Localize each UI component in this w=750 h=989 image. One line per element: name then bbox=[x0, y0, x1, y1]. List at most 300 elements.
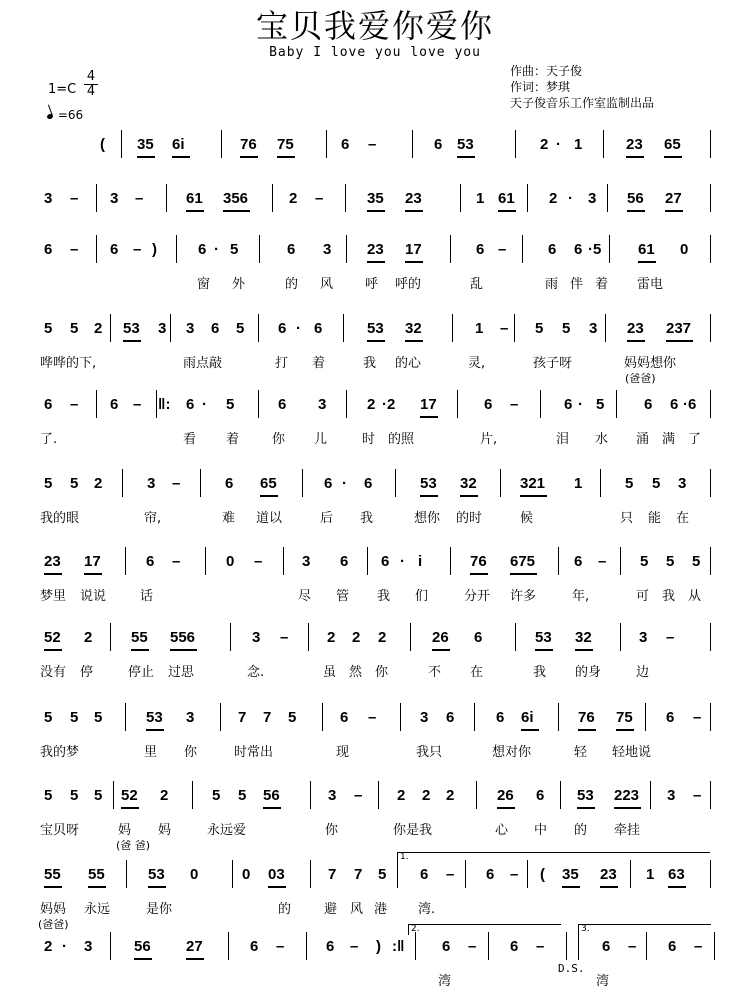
lyric-text: 时常出 bbox=[234, 745, 274, 760]
lyric-text: 轻 bbox=[574, 745, 588, 760]
note-group: – bbox=[510, 396, 519, 413]
tempo-marking bbox=[47, 108, 83, 122]
note-group: 6 bbox=[548, 241, 557, 258]
lyric-text: 时 bbox=[362, 432, 376, 447]
note-group: – bbox=[133, 396, 142, 413]
lyric-text: 尽 bbox=[298, 589, 312, 604]
note-group: 6 bbox=[442, 938, 451, 955]
lyric-text: 想对你 bbox=[492, 745, 532, 760]
lyric-text: 在 bbox=[676, 511, 690, 526]
note-group: 5 bbox=[236, 320, 245, 337]
note-group: 6 bbox=[666, 709, 675, 726]
notation-line bbox=[0, 701, 750, 731]
barline bbox=[166, 184, 167, 212]
beam-underline bbox=[627, 210, 645, 212]
note-group: 6 bbox=[278, 396, 287, 413]
lyric-text: 的时 bbox=[456, 511, 483, 526]
note-group: – bbox=[133, 241, 142, 258]
beam-underline bbox=[665, 210, 683, 212]
barline bbox=[457, 390, 458, 418]
barline bbox=[220, 703, 221, 731]
note-group: 237 bbox=[666, 320, 692, 337]
lyrics-line bbox=[0, 661, 750, 679]
barline bbox=[476, 781, 477, 809]
lyric-text: 说说 bbox=[80, 589, 107, 604]
lyric-text: 停止 bbox=[128, 665, 155, 680]
alt-lyric: (爸 爸) bbox=[116, 839, 151, 852]
note-group: 5 bbox=[44, 320, 53, 337]
alt-lyric: (爸爸) bbox=[38, 918, 69, 931]
barline bbox=[560, 781, 561, 809]
beam-underline bbox=[638, 261, 656, 263]
lyric-text: 道以 bbox=[256, 511, 283, 526]
note-group: 6 bbox=[250, 938, 259, 955]
barline bbox=[515, 623, 516, 651]
lyric-text: 避 bbox=[324, 902, 338, 917]
note-group: – bbox=[500, 320, 509, 337]
lyric-text: 停 bbox=[80, 665, 94, 680]
beam-underline bbox=[367, 261, 385, 263]
lyric-text: 心 bbox=[495, 823, 509, 838]
barline bbox=[645, 703, 646, 731]
quarter-note-icon bbox=[46, 113, 53, 120]
lyrics-line bbox=[0, 507, 750, 525]
beam-underline bbox=[405, 261, 423, 263]
lyric-text: 后 bbox=[320, 511, 334, 526]
note-group: 5 bbox=[94, 787, 103, 804]
lyric-text: 乱 bbox=[470, 277, 484, 292]
note-group: 65 bbox=[260, 475, 277, 492]
note-group: – bbox=[172, 553, 181, 570]
barline bbox=[710, 235, 711, 263]
barline bbox=[650, 781, 651, 809]
lyric-text: 呼的 bbox=[395, 277, 422, 292]
beam-underline bbox=[405, 340, 423, 342]
note-group: – bbox=[536, 938, 545, 955]
alt-lyric: (爸爸) bbox=[625, 372, 656, 385]
barline bbox=[230, 623, 231, 651]
note-group: 75 bbox=[277, 136, 294, 153]
note-group: 23 bbox=[627, 320, 644, 337]
barline bbox=[259, 235, 260, 263]
note-group: 6 bbox=[186, 396, 195, 413]
beam-underline bbox=[44, 886, 62, 888]
lyric-text: 看 bbox=[183, 432, 197, 447]
lyric-text: 你 bbox=[375, 665, 389, 680]
notation-line bbox=[0, 467, 750, 497]
note-group: 6 bbox=[146, 553, 155, 570]
note-group: 23 bbox=[600, 866, 617, 883]
barline bbox=[500, 469, 501, 497]
note-group: 356 bbox=[223, 190, 249, 207]
note-group: 5 bbox=[238, 787, 247, 804]
note-group: 6 bbox=[564, 396, 573, 413]
lyric-text: 念. bbox=[247, 665, 265, 680]
barline bbox=[710, 130, 711, 158]
lyric-text: 永远爱 bbox=[207, 823, 247, 838]
note-group: 6 bbox=[364, 475, 373, 492]
note-group: – bbox=[280, 629, 289, 646]
lyric-text: 能 bbox=[648, 511, 662, 526]
note-group: 2 bbox=[352, 629, 361, 646]
beam-underline bbox=[432, 649, 450, 651]
beam-underline bbox=[600, 886, 618, 888]
lyric-text: 打 bbox=[275, 356, 289, 371]
lyric-text: 只 bbox=[620, 511, 634, 526]
note-group: 2 bbox=[540, 136, 549, 153]
note-group: 2 bbox=[397, 787, 406, 804]
lyric-text: 的 bbox=[278, 902, 292, 917]
lyric-text: 满 bbox=[662, 432, 676, 447]
note-group: 5 bbox=[378, 866, 387, 883]
note-group: 55 bbox=[88, 866, 105, 883]
lyric-text: 外 bbox=[232, 277, 246, 292]
publisher-credit: 天子俊音乐工作室监制出品 bbox=[510, 96, 655, 110]
note-group: 53 bbox=[457, 136, 474, 153]
barline bbox=[710, 469, 711, 497]
note-group: 1 bbox=[475, 320, 484, 337]
beam-underline bbox=[470, 573, 488, 575]
note-group: 0 bbox=[680, 241, 689, 258]
note-group: 23 bbox=[367, 241, 384, 258]
note-group: 5 bbox=[70, 787, 79, 804]
note-group: – bbox=[468, 938, 477, 955]
note-group: – bbox=[350, 938, 359, 955]
lyric-text: 从 bbox=[688, 589, 702, 604]
lyric-text: 雨点敲 bbox=[183, 356, 223, 371]
lyric-text: 不 bbox=[428, 665, 442, 680]
note-group: 3 bbox=[44, 190, 53, 207]
barline bbox=[558, 703, 559, 731]
note-group: 6 bbox=[668, 938, 677, 955]
note-group: 52 bbox=[121, 787, 138, 804]
barline bbox=[345, 184, 346, 212]
barline bbox=[272, 184, 273, 212]
barline bbox=[96, 390, 97, 418]
barline bbox=[306, 932, 307, 960]
note-group: 5 bbox=[230, 241, 239, 258]
note-group: · bbox=[556, 136, 561, 153]
lyric-text: 湾 bbox=[596, 974, 610, 989]
note-group: i bbox=[418, 553, 423, 570]
lyric-text: 你 bbox=[272, 432, 286, 447]
barline bbox=[620, 623, 621, 651]
barline bbox=[578, 932, 579, 960]
lyric-text: 水 bbox=[595, 432, 609, 447]
note-group: 5 bbox=[652, 475, 661, 492]
barline bbox=[302, 469, 303, 497]
note-group: 1 bbox=[574, 136, 583, 153]
barline bbox=[200, 469, 201, 497]
note-group: 556 bbox=[170, 629, 196, 646]
beam-underline bbox=[148, 886, 166, 888]
lyric-text: 妈 bbox=[118, 823, 132, 838]
barline bbox=[125, 547, 126, 575]
note-group: 65 bbox=[664, 136, 681, 153]
lyric-text: 轻地说 bbox=[612, 745, 652, 760]
lyric-text: 我只 bbox=[416, 745, 443, 760]
note-group: 76 bbox=[470, 553, 487, 570]
beam-underline bbox=[535, 649, 553, 651]
note-group: 17 bbox=[84, 553, 101, 570]
barline bbox=[308, 623, 309, 651]
barline bbox=[646, 932, 647, 960]
note-group: 32 bbox=[405, 320, 422, 337]
lyric-text: 你是我 bbox=[393, 823, 433, 838]
note-group: 7 bbox=[354, 866, 363, 883]
barline bbox=[192, 781, 193, 809]
beam-underline bbox=[84, 573, 102, 575]
lyric-text: 我 bbox=[662, 589, 676, 604]
barline bbox=[450, 235, 451, 263]
beam-underline bbox=[146, 729, 164, 731]
note-group: 675 bbox=[510, 553, 536, 570]
barline bbox=[258, 314, 259, 342]
lyric-text: 没有 bbox=[40, 665, 67, 680]
note-group: 5 bbox=[44, 709, 53, 726]
note-group: 75 bbox=[616, 709, 633, 726]
lyrics-line bbox=[0, 898, 750, 916]
beam-underline bbox=[137, 156, 155, 158]
lyric-text: 我 bbox=[377, 589, 391, 604]
note-group: 6 bbox=[287, 241, 296, 258]
lyric-text: 着 bbox=[226, 432, 240, 447]
note-group: 2 bbox=[289, 190, 298, 207]
beam-underline bbox=[367, 340, 385, 342]
note-group: – bbox=[254, 553, 263, 570]
lyrics-line bbox=[0, 970, 750, 988]
note-group: – bbox=[628, 938, 637, 955]
lyric-text: 候 bbox=[520, 511, 534, 526]
note-group: 52 bbox=[44, 629, 61, 646]
barline bbox=[346, 390, 347, 418]
note-group: 3 bbox=[186, 320, 195, 337]
barline bbox=[170, 314, 171, 342]
note-group: 53 bbox=[146, 709, 163, 726]
note-group: 03 bbox=[268, 866, 285, 883]
note-group: 3 bbox=[678, 475, 687, 492]
lyric-text: 我的梦 bbox=[40, 745, 80, 760]
note-group: ·6 bbox=[683, 396, 697, 413]
note-group: 35 bbox=[137, 136, 154, 153]
beam-underline bbox=[44, 573, 62, 575]
note-group: – bbox=[70, 396, 79, 413]
beam-underline bbox=[562, 886, 580, 888]
lyrics-line bbox=[0, 352, 750, 370]
notation-line bbox=[0, 545, 750, 575]
barline bbox=[395, 469, 396, 497]
lyric-text: 我 bbox=[533, 665, 547, 680]
barline bbox=[125, 703, 126, 731]
beam-underline bbox=[268, 886, 286, 888]
barline bbox=[415, 932, 416, 960]
beam-underline bbox=[614, 807, 641, 809]
lyric-text: 过思 bbox=[168, 665, 195, 680]
beam-underline bbox=[420, 495, 438, 497]
note-group: – bbox=[70, 241, 79, 258]
note-group: 6 bbox=[198, 241, 207, 258]
note-group: · bbox=[296, 320, 301, 337]
barline bbox=[121, 130, 122, 158]
lyric-text: 孩子呀 bbox=[533, 356, 573, 371]
lyric-text: 呼 bbox=[365, 277, 379, 292]
lyric-text: 泪 bbox=[556, 432, 570, 447]
beam-underline bbox=[521, 729, 539, 731]
lyric-text: 着 bbox=[312, 356, 326, 371]
note-group: 6 bbox=[340, 553, 349, 570]
note-group: 6 bbox=[44, 241, 53, 258]
note-group: 56 bbox=[263, 787, 280, 804]
beam-underline bbox=[260, 495, 278, 497]
barline bbox=[378, 781, 379, 809]
beam-underline bbox=[627, 340, 645, 342]
barline bbox=[221, 130, 222, 158]
lyric-text: 中 bbox=[534, 823, 548, 838]
note-group: 1 bbox=[574, 475, 583, 492]
lyric-text: 梦里 bbox=[40, 589, 67, 604]
note-group: 3 bbox=[318, 396, 327, 413]
barline bbox=[566, 932, 567, 960]
note-group: · bbox=[214, 241, 219, 258]
lyric-text: 湾 bbox=[438, 974, 452, 989]
lyrics-line bbox=[0, 428, 750, 446]
note-group: 1 bbox=[476, 190, 485, 207]
note-group: 6 bbox=[314, 320, 323, 337]
lyric-text: 窗 bbox=[197, 277, 211, 292]
barline bbox=[515, 130, 516, 158]
note-group: – bbox=[368, 709, 377, 726]
lyric-text: 着 bbox=[595, 277, 609, 292]
barline bbox=[514, 314, 515, 342]
barline bbox=[605, 314, 606, 342]
lyric-text: 年, bbox=[572, 589, 590, 604]
lyric-text: 妈妈想你 bbox=[624, 356, 677, 371]
note-group: 3 bbox=[420, 709, 429, 726]
barline bbox=[474, 703, 475, 731]
notation-line bbox=[0, 312, 750, 342]
note-group: 23 bbox=[405, 190, 422, 207]
note-group: ( bbox=[540, 866, 545, 883]
note-group: – bbox=[70, 190, 79, 207]
beam-underline bbox=[664, 156, 682, 158]
note-group: 23 bbox=[626, 136, 643, 153]
lyric-text: 们 bbox=[415, 589, 429, 604]
note-group: 6 bbox=[324, 475, 333, 492]
barline bbox=[452, 314, 453, 342]
beam-underline bbox=[420, 416, 438, 418]
lyric-text: 儿 bbox=[314, 432, 328, 447]
lyric-text: 难 bbox=[222, 511, 236, 526]
note-group: – bbox=[446, 866, 455, 883]
note-group: 2 bbox=[84, 629, 93, 646]
beam-underline bbox=[263, 807, 281, 809]
beam-underline bbox=[121, 807, 139, 809]
note-group: 76 bbox=[240, 136, 257, 153]
lyric-text: 风 bbox=[320, 277, 334, 292]
note-group: 5 bbox=[640, 553, 649, 570]
beam-underline bbox=[498, 210, 516, 212]
barline bbox=[343, 314, 344, 342]
beam-underline bbox=[460, 495, 478, 497]
lyric-text: 边 bbox=[636, 665, 650, 680]
lyric-text: 然 bbox=[349, 665, 363, 680]
barline bbox=[600, 469, 601, 497]
barline bbox=[460, 184, 461, 212]
lyric-text: 妈妈 bbox=[40, 902, 67, 917]
beam-underline bbox=[367, 210, 385, 212]
note-group: 6 bbox=[381, 553, 390, 570]
note-group: 0 bbox=[242, 866, 251, 883]
barline bbox=[620, 547, 621, 575]
note-group: 6 bbox=[110, 241, 119, 258]
tempo-value: =66 bbox=[57, 108, 84, 122]
note-group: – bbox=[354, 787, 363, 804]
note-group: – bbox=[368, 136, 377, 153]
note-group: 5 bbox=[625, 475, 634, 492]
note-group: 32 bbox=[575, 629, 592, 646]
note-group: 7 bbox=[328, 866, 337, 883]
note-group: 6 bbox=[211, 320, 220, 337]
note-group: 6 bbox=[644, 396, 653, 413]
barline bbox=[710, 314, 711, 342]
beam-underline bbox=[44, 649, 62, 651]
note-group: 6 bbox=[536, 787, 545, 804]
barline bbox=[113, 781, 114, 809]
beam-underline bbox=[186, 210, 204, 212]
barline bbox=[710, 703, 711, 731]
barline bbox=[710, 860, 711, 888]
note-group: 2 bbox=[94, 320, 103, 337]
key-signature: 1=C bbox=[48, 82, 77, 97]
note-group: 55 bbox=[44, 866, 61, 883]
note-group: · bbox=[400, 553, 405, 570]
note-group: ·5 bbox=[588, 241, 602, 258]
barline bbox=[558, 547, 559, 575]
lyric-text: 管 bbox=[336, 589, 350, 604]
note-group: – bbox=[276, 938, 285, 955]
song-subtitle: Baby I love you love you bbox=[269, 45, 481, 60]
barline bbox=[450, 547, 451, 575]
note-group: – bbox=[510, 866, 519, 883]
note-group: ( bbox=[100, 136, 105, 153]
barline bbox=[346, 235, 347, 263]
note-group: 7 bbox=[263, 709, 272, 726]
barline bbox=[326, 130, 327, 158]
barline bbox=[397, 860, 398, 888]
note-group: 6 bbox=[110, 396, 119, 413]
note-group: 17 bbox=[420, 396, 437, 413]
note-group: 6 bbox=[44, 396, 53, 413]
note-group: 5 bbox=[94, 709, 103, 726]
note-group: 2 bbox=[422, 787, 431, 804]
lyrics-line bbox=[0, 585, 750, 603]
lyric-text: 的 bbox=[285, 277, 299, 292]
notation-line bbox=[0, 128, 750, 158]
note-group: 6 bbox=[225, 475, 234, 492]
note-group: 3 bbox=[302, 553, 311, 570]
note-group: 0 bbox=[190, 866, 199, 883]
note-group: 6 bbox=[574, 553, 583, 570]
note-group: 7 bbox=[238, 709, 247, 726]
barline bbox=[607, 184, 608, 212]
barline bbox=[710, 390, 711, 418]
beam-underline bbox=[510, 573, 537, 575]
barline bbox=[110, 314, 111, 342]
notation-line bbox=[0, 182, 750, 212]
lyric-text: 灵, bbox=[468, 356, 486, 371]
beam-underline bbox=[626, 156, 644, 158]
note-group: 3 bbox=[328, 787, 337, 804]
